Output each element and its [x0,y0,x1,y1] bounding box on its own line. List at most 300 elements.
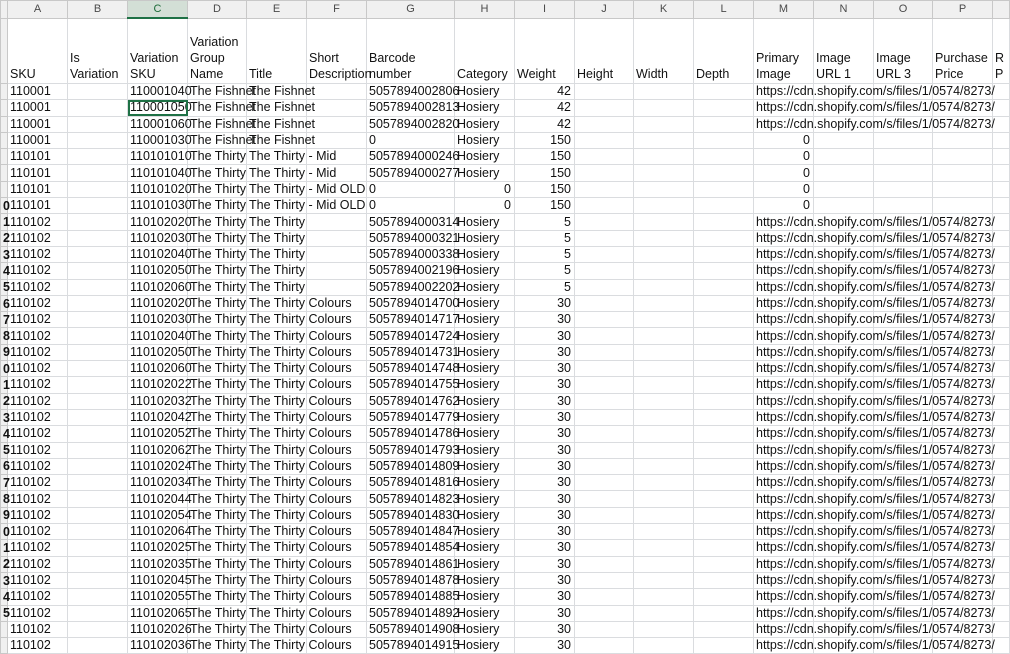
table-cell[interactable]: 110101 [8,149,68,165]
table-cell[interactable]: 110102 [8,572,68,588]
table-cell[interactable] [634,116,694,132]
select-all-corner[interactable] [1,1,8,19]
table-cell[interactable]: 110101 [8,165,68,181]
table-cell[interactable]: https://cdn.shopify.com/s/files/1/0574/8273/ [754,572,814,588]
table-cell[interactable]: Hosiery [455,312,515,328]
row-number[interactable] [1,165,8,181]
table-cell[interactable] [575,312,634,328]
table-cell[interactable]: 110001 [8,84,68,100]
table-cell[interactable]: 5057894000338 [367,246,455,262]
table-cell[interactable]: https://cdn.shopify.com/s/files/1/0574/8273/ [754,491,814,507]
table-cell[interactable]: 30 [515,377,575,393]
table-cell[interactable] [575,198,634,214]
table-cell[interactable]: The Fishnet [188,116,247,132]
table-cell[interactable] [634,621,694,637]
table-cell[interactable] [634,279,694,295]
row-number[interactable]: 8 [1,328,8,344]
table-cell[interactable]: Hosiery [455,328,515,344]
table-cell[interactable]: 0 [367,132,455,148]
table-cell[interactable]: https://cdn.shopify.com/s/files/1/0574/8273/ [754,263,814,279]
table-cell[interactable] [68,344,128,360]
column-header-H[interactable]: H [455,1,515,19]
table-cell[interactable] [575,84,634,100]
table-cell[interactable] [68,84,128,100]
table-cell[interactable]: https://cdn.shopify.com/s/files/1/0574/8273/ [754,524,814,540]
table-cell[interactable] [68,638,128,654]
table-cell[interactable]: 110102 [8,442,68,458]
table-cell[interactable] [68,458,128,474]
table-cell[interactable]: 110102 [8,605,68,621]
table-cell[interactable]: Hosiery [455,442,515,458]
table-cell[interactable]: https://cdn.shopify.com/s/files/1/0574/8273/ [754,638,814,654]
table-cell[interactable]: 30 [515,524,575,540]
table-cell[interactable]: 30 [515,572,575,588]
table-cell[interactable] [634,295,694,311]
table-cell[interactable]: The Thirty Colours [247,507,307,523]
table-cell[interactable]: 30 [515,507,575,523]
table-cell[interactable]: 0 [367,181,455,197]
table-cell[interactable]: 5057894002202 [367,279,455,295]
table-cell[interactable] [575,507,634,523]
table-cell[interactable] [68,540,128,556]
table-cell[interactable] [634,491,694,507]
table-cell[interactable] [68,100,128,116]
table-cell[interactable]: The Thirty Colours [247,361,307,377]
field-header-cell[interactable]: Weight [515,18,575,84]
table-cell[interactable]: 110102 [8,246,68,262]
row-number[interactable]: 0 [1,524,8,540]
table-cell[interactable] [68,263,128,279]
table-cell[interactable]: https://cdn.shopify.com/s/files/1/0574/8273/ [754,442,814,458]
table-cell[interactable] [694,393,754,409]
table-cell[interactable] [634,149,694,165]
table-cell[interactable]: https://cdn.shopify.com/s/files/1/0574/8273/ [754,589,814,605]
table-cell[interactable] [694,377,754,393]
table-cell[interactable]: https://cdn.shopify.com/s/files/1/0574/8273/ [754,328,814,344]
row-number[interactable]: 1 [1,214,8,230]
table-cell[interactable]: 110102044 [128,491,188,507]
table-cell[interactable] [694,84,754,100]
table-cell[interactable] [575,409,634,425]
table-cell[interactable] [68,116,128,132]
table-cell[interactable] [575,377,634,393]
table-cell[interactable] [68,621,128,637]
table-cell[interactable]: The Thirty - Mid [247,149,307,165]
table-cell[interactable] [575,100,634,116]
table-cell[interactable]: https://cdn.shopify.com/s/files/1/0574/8273/ [754,279,814,295]
table-cell[interactable] [68,491,128,507]
table-cell[interactable] [634,540,694,556]
table-cell[interactable]: 5057894014762 [367,393,455,409]
table-cell[interactable] [575,621,634,637]
table-cell[interactable]: 5057894014892 [367,605,455,621]
table-cell[interactable] [993,621,1010,637]
table-cell[interactable]: The Thirty [188,344,247,360]
table-cell[interactable] [694,230,754,246]
table-cell[interactable] [575,116,634,132]
table-cell[interactable] [307,100,367,116]
table-cell[interactable] [634,393,694,409]
table-cell[interactable]: 110101 [8,198,68,214]
table-cell[interactable] [575,181,634,197]
table-cell[interactable] [68,198,128,214]
table-cell[interactable] [307,132,367,148]
table-cell[interactable]: 30 [515,328,575,344]
table-cell[interactable] [68,361,128,377]
table-cell[interactable] [694,181,754,197]
table-cell[interactable]: 110102 [8,230,68,246]
table-cell[interactable]: The Thirty [188,507,247,523]
table-cell[interactable] [694,214,754,230]
table-cell[interactable]: The Thirty - Mid OLD [247,198,307,214]
table-cell[interactable]: The Thirty Colours [247,312,307,328]
table-cell[interactable]: 42 [515,100,575,116]
row-number[interactable]: 7 [1,312,8,328]
table-cell[interactable]: https://cdn.shopify.com/s/files/1/0574/8273/ [754,393,814,409]
table-cell[interactable]: The Thirty [188,458,247,474]
table-cell[interactable] [993,100,1010,116]
table-cell[interactable]: 30 [515,361,575,377]
field-header-cell[interactable]: SKU [8,18,68,84]
row-number[interactable]: 6 [1,458,8,474]
table-cell[interactable]: 110101020 [128,181,188,197]
table-cell[interactable] [634,263,694,279]
table-cell[interactable] [634,84,694,100]
table-cell[interactable] [68,426,128,442]
table-cell[interactable]: The Thirty [188,409,247,425]
row-number[interactable]: 2 [1,556,8,572]
table-cell[interactable]: https://cdn.shopify.com/s/files/1/0574/8273/ [754,295,814,311]
table-cell[interactable]: The Thirty Colours [247,524,307,540]
row-number[interactable]: 3 [1,409,8,425]
table-cell[interactable] [814,198,874,214]
row-number[interactable] [1,18,8,84]
table-cell[interactable] [694,132,754,148]
row-number[interactable]: 4 [1,263,8,279]
row-number[interactable]: 3 [1,246,8,262]
column-header-I[interactable]: I [515,1,575,19]
table-cell[interactable] [575,263,634,279]
table-cell[interactable]: 0 [367,198,455,214]
table-cell[interactable]: 5057894000314 [367,214,455,230]
table-cell[interactable]: 110102 [8,344,68,360]
table-cell[interactable] [634,475,694,491]
table-cell[interactable]: 110102 [8,409,68,425]
field-header-cell[interactable]: Title [247,18,307,84]
table-cell[interactable]: 30 [515,426,575,442]
table-cell[interactable]: 110102052 [128,426,188,442]
table-cell[interactable]: The Thirty Colours [247,295,307,311]
table-cell[interactable]: 110102 [8,312,68,328]
table-cell[interactable]: 110101040 [128,165,188,181]
table-cell[interactable]: 110001 [8,100,68,116]
table-cell[interactable]: https://cdn.shopify.com/s/files/1/0574/8273/ [754,116,814,132]
table-cell[interactable] [575,458,634,474]
table-cell[interactable]: 30 [515,540,575,556]
table-cell[interactable]: The Thirty - Mid [247,165,307,181]
table-cell[interactable] [575,540,634,556]
table-cell[interactable]: 5057894014793 [367,442,455,458]
table-cell[interactable]: https://cdn.shopify.com/s/files/1/0574/8273/ [754,100,814,116]
row-number[interactable]: 1 [1,377,8,393]
table-cell[interactable] [68,181,128,197]
table-cell[interactable] [993,524,1010,540]
table-cell[interactable] [575,246,634,262]
table-cell[interactable] [634,638,694,654]
table-cell[interactable]: The Thirty [188,198,247,214]
table-cell[interactable]: 110102030 [128,312,188,328]
table-cell[interactable] [575,638,634,654]
table-cell[interactable]: https://cdn.shopify.com/s/files/1/0574/8273/ [754,361,814,377]
table-cell[interactable] [575,491,634,507]
table-cell[interactable] [694,621,754,637]
table-cell[interactable] [634,214,694,230]
field-header-cell[interactable]: Primary Image [754,18,814,84]
table-cell[interactable]: 5057894014878 [367,572,455,588]
table-cell[interactable]: 5057894014830 [367,507,455,523]
table-cell[interactable]: The Thirty Colours [247,556,307,572]
table-cell[interactable]: 110102035 [128,556,188,572]
table-cell[interactable] [694,344,754,360]
table-cell[interactable] [694,556,754,572]
table-cell[interactable]: 5057894014724 [367,328,455,344]
row-number[interactable]: 1 [1,540,8,556]
table-cell[interactable] [307,279,367,295]
table-cell[interactable] [307,263,367,279]
table-cell[interactable]: 110101030 [128,198,188,214]
table-cell[interactable]: 110102 [8,377,68,393]
table-cell[interactable]: 150 [515,132,575,148]
table-cell[interactable]: The Fishnet [247,100,307,116]
column-header-D[interactable]: D [188,1,247,19]
table-cell[interactable]: The Thirty [247,246,307,262]
table-cell[interactable] [993,475,1010,491]
table-cell[interactable]: Hosiery [455,589,515,605]
table-cell[interactable]: Hosiery [455,540,515,556]
field-header-cell[interactable]: Is Variation [68,18,128,84]
table-cell[interactable]: 110102045 [128,572,188,588]
row-number[interactable] [1,638,8,654]
table-cell[interactable]: The Thirty Colours [247,475,307,491]
table-cell[interactable]: The Thirty [247,214,307,230]
table-cell[interactable]: The Thirty [188,279,247,295]
table-cell[interactable]: 110102 [8,393,68,409]
table-cell[interactable]: The Thirty [188,491,247,507]
table-cell[interactable]: Hosiery [455,393,515,409]
table-cell[interactable]: Hosiery [455,621,515,637]
table-cell[interactable]: The Thirty Colours [247,491,307,507]
table-cell[interactable]: Hosiery [455,214,515,230]
table-cell[interactable]: 110102 [8,475,68,491]
table-cell[interactable]: https://cdn.shopify.com/s/files/1/0574/8273/ [754,214,814,230]
table-cell[interactable] [694,475,754,491]
table-cell[interactable]: 110102 [8,556,68,572]
table-cell[interactable]: https://cdn.shopify.com/s/files/1/0574/8273/ [754,84,814,100]
table-cell[interactable]: The Thirty Colours [247,426,307,442]
table-cell[interactable]: Hosiery [455,246,515,262]
table-cell[interactable]: 5057894014854 [367,540,455,556]
table-cell[interactable] [634,165,694,181]
table-cell[interactable]: 150 [515,198,575,214]
table-cell[interactable]: 0 [754,181,814,197]
table-cell[interactable]: 110102 [8,295,68,311]
table-cell[interactable]: Hosiery [455,507,515,523]
table-cell[interactable] [575,524,634,540]
table-cell[interactable] [634,524,694,540]
table-cell[interactable]: 30 [515,312,575,328]
table-cell[interactable] [933,149,993,165]
table-cell[interactable]: Hosiery [455,361,515,377]
table-cell[interactable]: The Thirty [188,621,247,637]
table-cell[interactable]: 110001060 [128,116,188,132]
table-cell[interactable] [634,442,694,458]
field-header-cell[interactable]: Variation SKU [128,18,188,84]
table-cell[interactable] [68,556,128,572]
table-cell[interactable] [68,132,128,148]
table-cell[interactable]: 5057894014915 [367,638,455,654]
table-cell[interactable] [634,230,694,246]
column-header-C[interactable]: C [128,1,188,19]
table-cell[interactable]: 5057894014823 [367,491,455,507]
table-cell[interactable]: 30 [515,344,575,360]
table-cell[interactable]: 5057894014885 [367,589,455,605]
row-number[interactable] [1,132,8,148]
table-cell[interactable] [634,246,694,262]
table-cell[interactable] [993,328,1010,344]
table-cell[interactable] [575,295,634,311]
table-cell[interactable]: 5057894014816 [367,475,455,491]
table-cell[interactable] [993,458,1010,474]
table-cell[interactable]: 110102020 [128,214,188,230]
table-cell[interactable] [874,181,933,197]
table-cell[interactable]: 110102 [8,263,68,279]
table-cell[interactable]: The Thirty [188,214,247,230]
row-number[interactable]: 4 [1,426,8,442]
table-cell[interactable] [68,572,128,588]
field-header-cell[interactable]: Purchase Price [933,18,993,84]
table-cell[interactable]: The Thirty [188,149,247,165]
table-cell[interactable]: 42 [515,116,575,132]
table-cell[interactable]: 5 [515,214,575,230]
table-cell[interactable] [993,572,1010,588]
table-cell[interactable]: 30 [515,409,575,425]
table-cell[interactable] [307,214,367,230]
table-cell[interactable]: 110101010 [128,149,188,165]
table-cell[interactable]: The Thirty Colours [247,589,307,605]
row-number[interactable]: 0 [1,361,8,377]
table-cell[interactable]: Hosiery [455,605,515,621]
table-cell[interactable]: https://cdn.shopify.com/s/files/1/0574/8273/ [754,312,814,328]
table-cell[interactable] [993,442,1010,458]
column-header-K[interactable]: K [634,1,694,19]
table-cell[interactable] [575,328,634,344]
table-cell[interactable]: 110102020 [128,295,188,311]
table-cell[interactable] [694,116,754,132]
table-cell[interactable]: Hosiery [455,491,515,507]
table-cell[interactable]: The Thirty [188,572,247,588]
table-cell[interactable]: 5 [515,246,575,262]
table-cell[interactable]: 110102 [8,638,68,654]
table-cell[interactable] [68,524,128,540]
table-cell[interactable]: https://cdn.shopify.com/s/files/1/0574/8273/ [754,458,814,474]
table-cell[interactable]: The Fishnet [247,132,307,148]
table-cell[interactable] [634,507,694,523]
table-cell[interactable]: https://cdn.shopify.com/s/files/1/0574/8273/ [754,556,814,572]
table-cell[interactable]: 30 [515,295,575,311]
table-cell[interactable] [874,198,933,214]
table-cell[interactable] [993,556,1010,572]
table-cell[interactable]: The Thirty [188,442,247,458]
table-cell[interactable]: 110102065 [128,605,188,621]
table-cell[interactable]: The Thirty [188,638,247,654]
table-cell[interactable]: 110102060 [128,361,188,377]
table-cell[interactable]: 5057894014779 [367,409,455,425]
table-cell[interactable]: 42 [515,84,575,100]
table-cell[interactable] [634,426,694,442]
table-cell[interactable] [694,638,754,654]
table-cell[interactable]: Hosiery [455,426,515,442]
column-header-M[interactable]: M [754,1,814,19]
field-header-cell[interactable]: Image URL 3 [874,18,933,84]
table-cell[interactable] [993,361,1010,377]
table-cell[interactable]: 150 [515,181,575,197]
table-cell[interactable]: The Thirty Colours [247,409,307,425]
table-cell[interactable] [993,165,1010,181]
row-number[interactable]: 9 [1,344,8,360]
table-cell[interactable] [68,165,128,181]
table-cell[interactable]: https://cdn.shopify.com/s/files/1/0574/8273/ [754,377,814,393]
table-cell[interactable]: Hosiery [455,230,515,246]
table-cell[interactable] [993,507,1010,523]
table-cell[interactable]: Hosiery [455,295,515,311]
table-cell[interactable]: 5057894000246 [367,149,455,165]
table-cell[interactable]: 110102060 [128,279,188,295]
table-cell[interactable] [68,409,128,425]
table-cell[interactable]: 110102050 [128,263,188,279]
field-header-cell[interactable]: Short Description [307,18,367,84]
table-cell[interactable]: 110102 [8,214,68,230]
table-cell[interactable] [993,605,1010,621]
table-cell[interactable] [68,312,128,328]
field-header-cell[interactable]: R P [993,18,1010,84]
field-header-cell[interactable]: Width [634,18,694,84]
table-cell[interactable]: 110102034 [128,475,188,491]
table-cell[interactable] [874,149,933,165]
table-cell[interactable]: The Thirty [188,295,247,311]
field-header-cell[interactable]: Barcode number [367,18,455,84]
table-cell[interactable] [694,328,754,344]
row-number[interactable] [1,116,8,132]
table-cell[interactable] [575,556,634,572]
table-cell[interactable]: https://cdn.shopify.com/s/files/1/0574/8273/ [754,507,814,523]
table-cell[interactable] [814,181,874,197]
table-cell[interactable]: 110102024 [128,458,188,474]
table-cell[interactable]: The Thirty [188,556,247,572]
table-cell[interactable]: The Thirty Colours [247,621,307,637]
table-cell[interactable]: Hosiery [455,84,515,100]
table-cell[interactable]: The Thirty [247,230,307,246]
table-cell[interactable]: 5057894000321 [367,230,455,246]
table-cell[interactable] [814,149,874,165]
table-cell[interactable] [933,165,993,181]
table-cell[interactable]: The Thirty Colours [247,605,307,621]
table-cell[interactable]: https://cdn.shopify.com/s/files/1/0574/8273/ [754,230,814,246]
table-cell[interactable] [933,198,993,214]
table-cell[interactable] [575,149,634,165]
table-cell[interactable]: The Fishnet [188,100,247,116]
table-cell[interactable] [814,165,874,181]
table-cell[interactable]: Hosiery [455,149,515,165]
